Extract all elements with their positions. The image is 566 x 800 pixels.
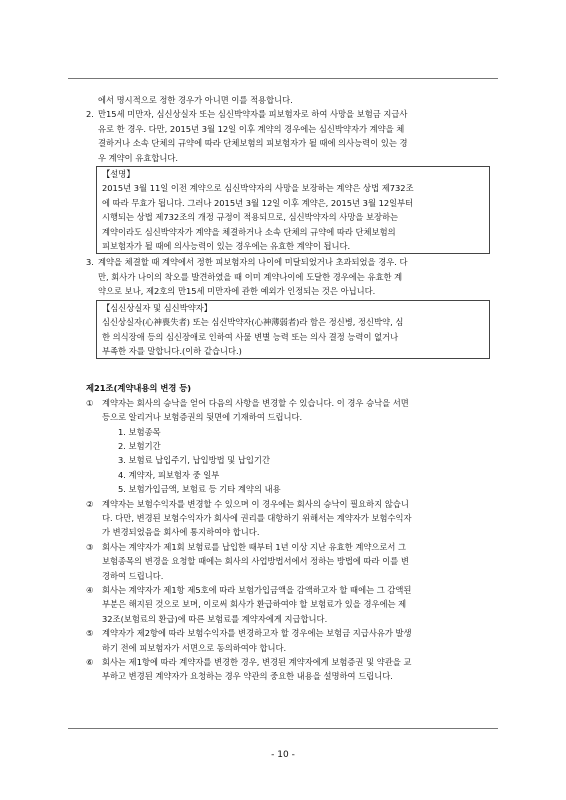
text-line: 부하고 변경된 계약자가 요청하는 경우 약관의 중요한 내용을 설명하여 드립니다.	[102, 671, 393, 682]
text-line: 계약이라도 심신박약자가 계약을 체결하거나 소속 단체의 규약에 따라 단체보험의	[102, 226, 396, 237]
clause-4	[86, 583, 490, 626]
text-line: 한 의식장애 등의 심신장애로 인하여 사물 변별 능력 또는 의사 결정 능력이 없거나	[102, 331, 399, 342]
item-number: 3.	[86, 257, 94, 268]
text-line: 회사는 계약자가 제1항 제5호에 따라 보험가입금액을 감액하고자 할 때에는 그 감액된	[102, 585, 412, 595]
header-rule	[68, 78, 498, 79]
text-line: 피보험자가 될 때에 의사능력이 있는 경우에는 유효한 계약이 됩니다.	[102, 241, 351, 252]
text-line: 결하거나 소속 단체의 규약에 따라 단체보험의 피보험자가 될 때에 의사능력이 있는 경	[98, 138, 408, 149]
text-line: 회사는 계약자가 제1회 보험료를 납입한 때부터 1년 이상 지난 유효한 계약으로서 그	[102, 541, 407, 552]
text-line: 32조(보험료의 환급)에 따른 보험료를 계약자에게 지급합니다.	[102, 613, 328, 624]
sub-item: 5. 보험가입금액, 보험료 등 기타 계약의 내용	[118, 484, 281, 495]
text-line: 계약을 체결할 때 계약에서 정한 피보험자의 나이에 미달되었거나 초과되었을 경우. 다	[98, 257, 408, 268]
clause-3	[86, 540, 490, 583]
clause-number: ②	[86, 498, 94, 509]
footer-rule	[68, 728, 498, 729]
clause-number: ⑤	[86, 628, 94, 639]
item-number: 2.	[86, 109, 94, 120]
text-line: 하기 전에 피보험자가 서면으로 동의하여야 합니다.	[102, 642, 287, 653]
list-item-3	[86, 255, 490, 298]
text-line: 2015년 3월 11일 이전 계약으로 심신박약자의 사망을 보장하는 계약은 상법 제732조	[102, 183, 414, 194]
clause-number: ④	[86, 585, 94, 595]
clause-2	[86, 497, 490, 540]
text-line: 약으로 보나, 제2호의 만15세 미만자에 관한 예외가 인정되는 것은 아닙니다.	[98, 286, 376, 297]
clause-number: ⑥	[86, 657, 94, 668]
clause-1	[86, 396, 490, 497]
box-title: 【심신상실자 및 심신박약자】	[102, 302, 213, 313]
definition-box	[96, 300, 490, 360]
sub-item: 3. 보험료 납입주기, 납입방법 및 납입기간	[118, 455, 270, 466]
text-line: 유로 한 경우. 다만, 2015년 3월 12일 이후 계약의 경우에는 심신박약자가 계약을 체	[98, 123, 405, 134]
sub-item: 2. 보험기간	[118, 440, 161, 451]
text-line: 가 변경되었음을 회사에 통지하여야 합니다.	[102, 527, 260, 538]
text-line: 경하여 드립니다.	[102, 570, 164, 581]
text-line: 계약자는 회사의 승낙을 얻어 다음의 사항을 변경할 수 있습니다. 이 경우 승낙을 서면	[102, 397, 409, 408]
text-line: 심신상실자(心神喪失者) 또는 심신박약자(心神薄弱者)라 함은 정신병, 정신박약, 심	[102, 317, 404, 328]
sub-item: 1. 보험종목	[118, 426, 161, 437]
clause-6	[86, 655, 490, 684]
article-heading: 제21조(계약내용의 변경 등)	[86, 383, 192, 394]
text-line: 부분은 해지된 것으로 보며, 이로써 회사가 환급하여야 할 보험료가 있을 경우에는 제	[102, 599, 407, 610]
box-title: 【설명】	[102, 169, 135, 180]
document-body	[86, 93, 490, 684]
text-line: 만15세 미만자, 심신상실자 또는 심신박약자를 피보험자로 하여 사망을 보험금 지급사	[98, 109, 408, 120]
text-line: 만, 회사가 나이의 착오를 발견하였을 때 이미 계약나이에 도달한 경우에는 유효한 계	[98, 271, 403, 282]
text-line: 회사는 제1항에 따라 계약자를 변경한 경우, 변경된 계약자에게 보험증권 및 약관을 교	[102, 657, 412, 668]
text-line: 등으로 알리거나 보험증권의 뒷면에 기재하여 드립니다.	[102, 412, 303, 423]
clause-number: ①	[86, 397, 94, 408]
text-line: 에 따라 무효가 됩니다. 그러나 2015년 3월 12일 이후 계약은, 2015년 3월 12일부터	[102, 197, 414, 208]
text-line: 계약자가 제2항에 따라 보험수익자를 변경하고자 할 경우에는 보험금 지급사유가 발생	[102, 628, 412, 639]
text-line: 다. 다만, 변경된 보험수익자가 회사에 권리를 대항하기 위해서는 계약자가 보험수익자	[102, 512, 412, 523]
sub-item: 4. 계약자, 피보험자 중 일부	[118, 469, 220, 480]
text-line: 보험종목의 변경을 요청할 때에는 회사의 사업방법서에서 정하는 방법에 따라 이를 변	[102, 556, 409, 567]
intro-line: 에서 명시적으로 정한 경우가 아니면 이를 적용합니다.	[98, 95, 293, 105]
text-line: 계약자는 보험수익자를 변경할 수 있으며 이 경우에는 회사의 승낙이 필요하지 않습니	[102, 498, 409, 509]
explanation-box	[96, 166, 490, 254]
text-line: 부족한 자를 말합니다.(이하 같습니다.)	[102, 345, 242, 356]
list-item-2	[86, 107, 490, 165]
text-line: 시행되는 상법 제732조의 개정 규정이 적용되므로, 심신박약자의 사망을 보장하는	[102, 212, 399, 223]
clause-5	[86, 626, 490, 655]
text-line: 우 계약이 유효합니다.	[98, 152, 179, 163]
clause-number: ③	[86, 541, 94, 552]
page-number: - 10 -	[271, 750, 295, 760]
